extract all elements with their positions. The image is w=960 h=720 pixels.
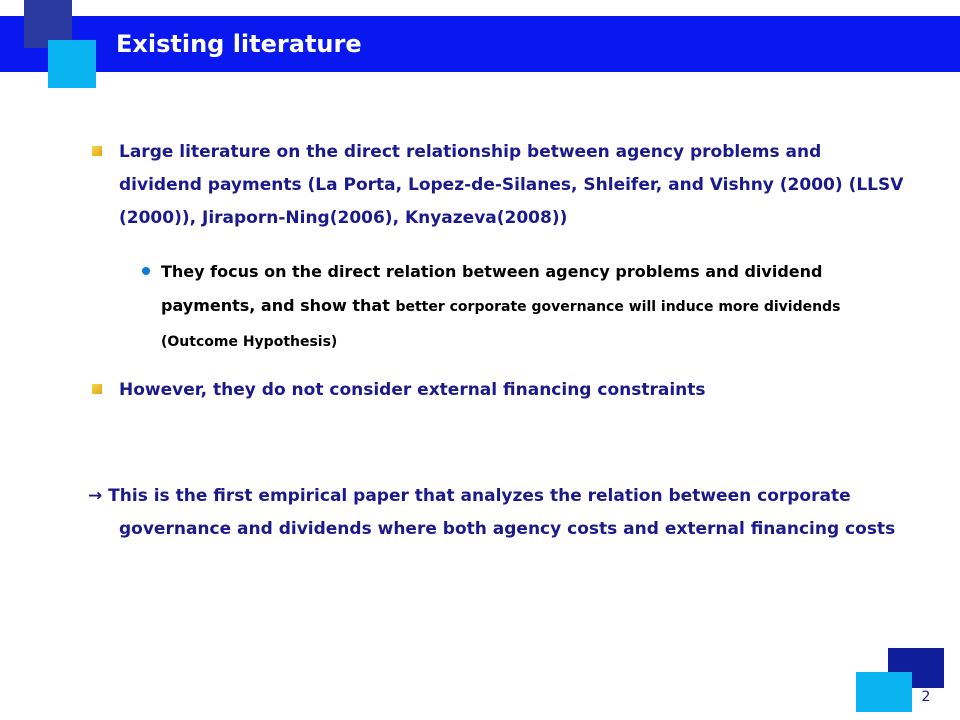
page-number: 2 <box>921 689 931 705</box>
sub-bullet-main: They focus on the direct relation between agency problems and dividend payments, and show that <box>161 262 823 315</box>
bullet-text: Large literature on the direct relationship between agency problems and dividend payments (La Porta, Lopez-de-Silanes, Shleifer, and Vishny (2000) (LLSV (2000)), Jiraporn-Ning(2006), Knyazeva(2008)) <box>119 142 904 228</box>
sub-bullet-small: better corporate governance will induce more dividends (Outcome Hypothesis) <box>161 299 841 350</box>
dot-bullet-icon <box>142 267 150 275</box>
decorative-square-light <box>48 40 96 88</box>
square-bullet-icon <box>92 384 102 394</box>
decorative-square-light <box>856 672 912 712</box>
sub-bullet-text <box>161 255 851 359</box>
bullet-text: However, they do not consider external financing constraints <box>119 380 706 400</box>
conclusion-text: → This is the first empirical paper that analyzes the relation between corporate governance and dividends where both agency costs and external financing costs <box>88 486 896 539</box>
slide-title: Existing literature <box>116 30 362 58</box>
square-bullet-icon <box>92 146 102 156</box>
